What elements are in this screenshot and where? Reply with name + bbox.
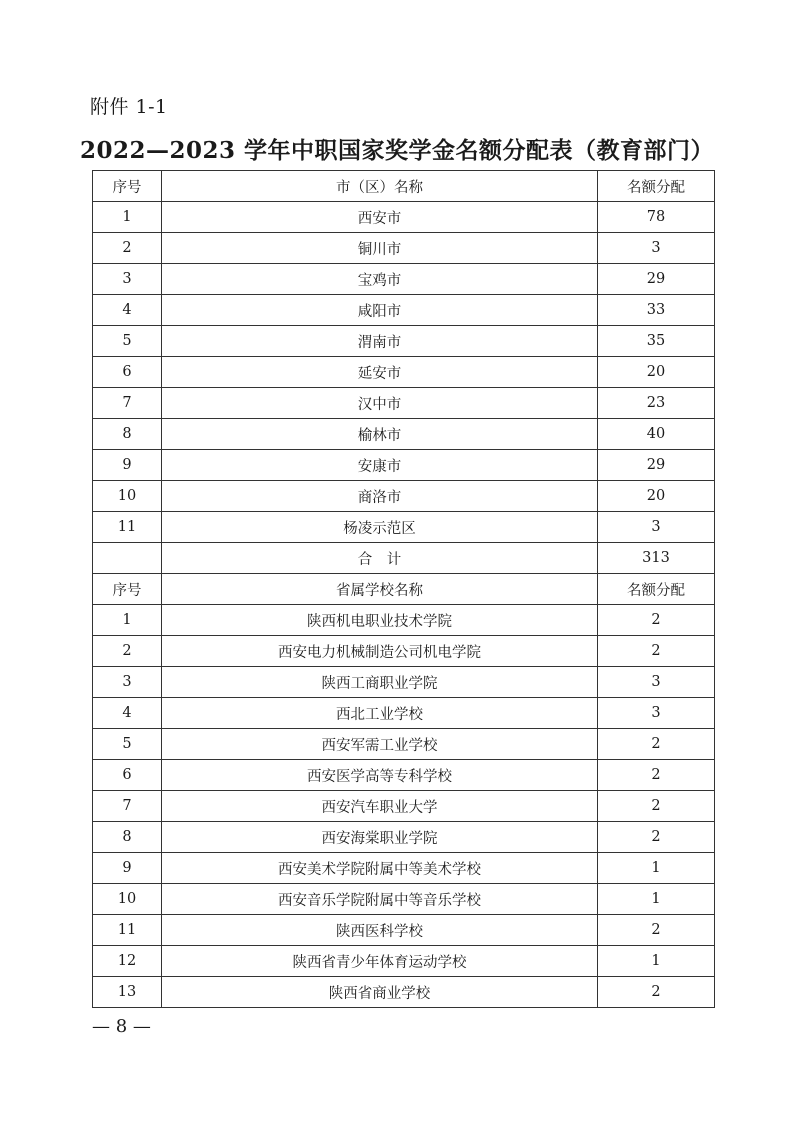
row-quota: 2	[598, 977, 715, 1008]
row-seq: 6	[93, 357, 162, 388]
city-row	[93, 264, 715, 295]
city-row	[93, 233, 715, 264]
row-school-name: 西安音乐学院附属中等音乐学校	[162, 884, 598, 915]
row-quota: 2	[598, 915, 715, 946]
attachment-label: 附件 1-1	[90, 96, 168, 118]
row-quota: 1	[598, 853, 715, 884]
row-city-name: 安康市	[162, 450, 598, 481]
school-row	[93, 884, 715, 915]
city-row	[93, 357, 715, 388]
row-seq: 1	[93, 605, 162, 636]
row-seq: 8	[93, 822, 162, 853]
row-school-name: 陕西省青少年体育运动学校	[162, 946, 598, 977]
row-quota: 2	[598, 791, 715, 822]
section1-header-row	[93, 171, 715, 202]
row-school-name: 西安电力机械制造公司机电学院	[162, 636, 598, 667]
row-city-name: 商洛市	[162, 481, 598, 512]
row-seq: 9	[93, 450, 162, 481]
row-city-name: 汉中市	[162, 388, 598, 419]
total-row	[93, 543, 715, 574]
row-quota: 2	[598, 605, 715, 636]
school-row	[93, 667, 715, 698]
school-row	[93, 729, 715, 760]
school-row	[93, 915, 715, 946]
header-quota: 名额分配	[598, 171, 715, 202]
row-city-name: 延安市	[162, 357, 598, 388]
row-seq: 5	[93, 326, 162, 357]
row-quota: 33	[598, 295, 715, 326]
city-row	[93, 202, 715, 233]
school-row	[93, 605, 715, 636]
city-row	[93, 295, 715, 326]
row-school-name: 陕西机电职业技术学院	[162, 605, 598, 636]
row-quota: 3	[598, 512, 715, 543]
city-row	[93, 481, 715, 512]
section2-header-row	[93, 574, 715, 605]
row-seq: 13	[93, 977, 162, 1008]
school-row	[93, 946, 715, 977]
city-row	[93, 388, 715, 419]
row-seq: 4	[93, 698, 162, 729]
row-school-name: 西安医学高等专科学校	[162, 760, 598, 791]
row-quota: 20	[598, 481, 715, 512]
row-seq: 9	[93, 853, 162, 884]
row-seq: 10	[93, 884, 162, 915]
header-city-name: 市（区）名称	[162, 171, 598, 202]
row-seq: 7	[93, 791, 162, 822]
row-quota: 3	[598, 698, 715, 729]
row-seq: 5	[93, 729, 162, 760]
row-quota: 35	[598, 326, 715, 357]
row-city-name: 宝鸡市	[162, 264, 598, 295]
row-seq: 6	[93, 760, 162, 791]
row-school-name: 西安海棠职业学院	[162, 822, 598, 853]
row-seq: 2	[93, 636, 162, 667]
row-quota: 2	[598, 760, 715, 791]
row-quota: 20	[598, 357, 715, 388]
row-seq: 3	[93, 667, 162, 698]
row-school-name: 陕西医科学校	[162, 915, 598, 946]
row-school-name: 陕西工商职业学院	[162, 667, 598, 698]
row-seq: 8	[93, 419, 162, 450]
header-quota: 名额分配	[598, 574, 715, 605]
city-row	[93, 512, 715, 543]
row-school-name: 陕西省商业学校	[162, 977, 598, 1008]
row-quota: 2	[598, 636, 715, 667]
page-number: — 8 —	[92, 1016, 151, 1037]
row-school-name: 西安汽车职业大学	[162, 791, 598, 822]
row-quota: 29	[598, 264, 715, 295]
row-quota: 40	[598, 419, 715, 450]
document-title: 2022—2023 学年中职国家奖学金名额分配表（教育部门）	[79, 137, 715, 164]
school-row	[93, 853, 715, 884]
row-quota: 3	[598, 667, 715, 698]
row-quota: 1	[598, 946, 715, 977]
quota-table-body	[93, 171, 715, 1008]
row-quota: 29	[598, 450, 715, 481]
quota-table	[92, 170, 715, 1008]
row-quota: 78	[598, 202, 715, 233]
row-school-name: 西安军需工业学校	[162, 729, 598, 760]
row-quota: 1	[598, 884, 715, 915]
city-row	[93, 326, 715, 357]
total-seq-empty	[93, 543, 162, 574]
row-quota: 2	[598, 822, 715, 853]
header-school-name: 省属学校名称	[162, 574, 598, 605]
row-school-name: 西安美术学院附属中等美术学校	[162, 853, 598, 884]
total-label: 合 计	[162, 543, 598, 574]
school-row	[93, 977, 715, 1008]
row-quota: 2	[598, 729, 715, 760]
row-quota: 3	[598, 233, 715, 264]
header-seq: 序号	[93, 171, 162, 202]
row-seq: 7	[93, 388, 162, 419]
school-row	[93, 698, 715, 729]
row-seq: 1	[93, 202, 162, 233]
row-city-name: 渭南市	[162, 326, 598, 357]
school-row	[93, 760, 715, 791]
row-seq: 11	[93, 512, 162, 543]
row-seq: 10	[93, 481, 162, 512]
row-city-name: 榆林市	[162, 419, 598, 450]
school-row	[93, 636, 715, 667]
row-school-name: 西北工业学校	[162, 698, 598, 729]
city-row	[93, 450, 715, 481]
row-seq: 11	[93, 915, 162, 946]
row-city-name: 咸阳市	[162, 295, 598, 326]
row-seq: 4	[93, 295, 162, 326]
city-row	[93, 419, 715, 450]
total-value: 313	[598, 543, 715, 574]
row-city-name: 杨凌示范区	[162, 512, 598, 543]
school-row	[93, 822, 715, 853]
header-seq: 序号	[93, 574, 162, 605]
school-row	[93, 791, 715, 822]
row-quota: 23	[598, 388, 715, 419]
row-city-name: 铜川市	[162, 233, 598, 264]
row-seq: 2	[93, 233, 162, 264]
row-city-name: 西安市	[162, 202, 598, 233]
row-seq: 3	[93, 264, 162, 295]
row-seq: 12	[93, 946, 162, 977]
